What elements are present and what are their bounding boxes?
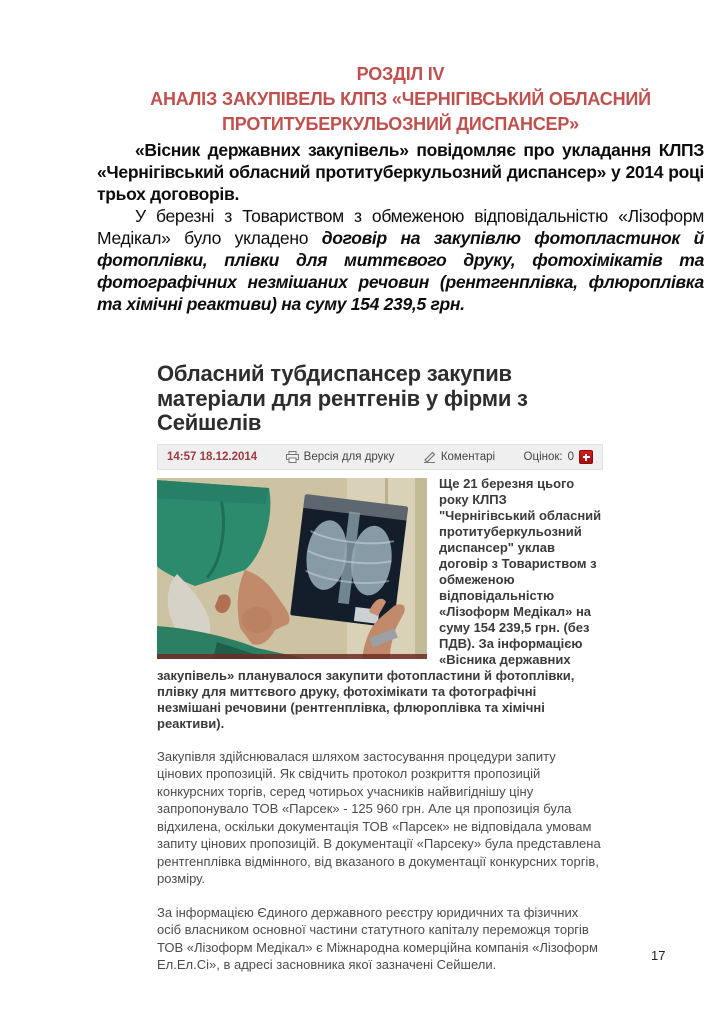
article-headline: Обласний тубдиспансер закупив матеріали для рентгенів у фірми з Сейшелів <box>157 361 528 435</box>
pencil-icon <box>423 451 436 463</box>
printer-icon <box>286 451 299 463</box>
rating-label: Оцінок: <box>523 450 563 463</box>
intro-paragraph-2 <box>97 205 704 315</box>
chapter-heading <box>97 62 704 137</box>
article-lead-paragraph: Ще 21 березня цього року КЛПЗ "Чернігівський обласний протитуберкульозний диспансер" уклав договір з Товариством з обмеженою відповідальністю «Лізоформ Медікал» на суму 154 239,5 грн. (без ПДВ). За інформацією «Вісника державних закупівель» планувалося закупити фотопластини й фотоплівки, плівку для миттєвого друку, фотохімікати та фотографічні незмішані речовини (рентгенплівка, флюроплівка та хімічні реактиви). <box>157 475 602 731</box>
comments-label: Коментарі <box>440 450 496 463</box>
article-toolbar <box>157 444 603 470</box>
article-paragraph-2: За інформацією Єдиного державного реєстру юридичних та фізичних осіб власником основної частини статутного капіталу переможця торгів ТОВ «Лізоформ Медікал» є Міжнародна комерційна компанія «Лізоформ Ел.Ел.Сі», в адресі засновника якої зазначені Сейшели. <box>157 904 598 972</box>
chapter-heading-line2: АНАЛІЗ ЗАКУПІВЕЛЬ КЛПЗ «ЧЕРНІГІВСЬКИЙ ОБЛАСНИЙ <box>150 89 651 109</box>
rating-value: 0 <box>567 450 574 463</box>
article-body <box>157 476 603 974</box>
print-version-label: Версія для друку <box>303 450 395 463</box>
plus-icon <box>579 450 593 464</box>
chapter-heading-line3: ПРОТИТУБЕРКУЛЬОЗНИЙ ДИСПАНСЕР» <box>222 114 579 134</box>
doctor-xray-photo <box>157 478 427 659</box>
intro-section <box>97 139 704 315</box>
chapter-heading-line1: РОЗДІЛ IV <box>356 64 445 84</box>
article-timestamp: 14:57 18.12.2014 <box>167 450 258 463</box>
embedded-news-screenshot <box>157 362 603 974</box>
intro-paragraph-2-emphasis: договір на закупівлю фотопластинок й фотоплівки, плівки для миттєвого друку, фотохімікатів та фотографічних незмішаних речовин (рентгенплівка, флюроплівка та хімічні реактиви) на суму 154 239,5 грн. <box>97 228 704 314</box>
page-number: 17 <box>651 948 666 963</box>
print-version-item <box>286 451 395 463</box>
article-paragraph-1: Закупівля здійснювалася шляхом застосування процедури запиту цінових пропозицій. Як свідчить протокол розкриття пропозицій конкурсних торгів, серед чотирьох учасників найвигіднішу ціну запропонувало ТОВ «Парсек» - 125 960 грн. Але ця пропозиція була відхилена, оскільки документація ТОВ «Парсек» не відповідала умовам запиту цінових пропозицій. В документації «Парсеку» була представлена рентгенплівка відмінного, від вказаного в документації конкурсних торгів, розміру. <box>157 748 601 886</box>
comments-item <box>423 451 495 463</box>
intro-paragraph-2-normal: У березні з Товариством з обмеженою відповідальністю «Лізоформ Медікал» було укладено <box>97 206 704 248</box>
intro-paragraph-1: «Вісник державних закупівель» повідомляє про укладання КЛПЗ «Чернігівський обласний протитуберкульозний диспансер» у 2014 році трьох договорів. <box>97 140 704 204</box>
rating-item <box>524 450 593 464</box>
